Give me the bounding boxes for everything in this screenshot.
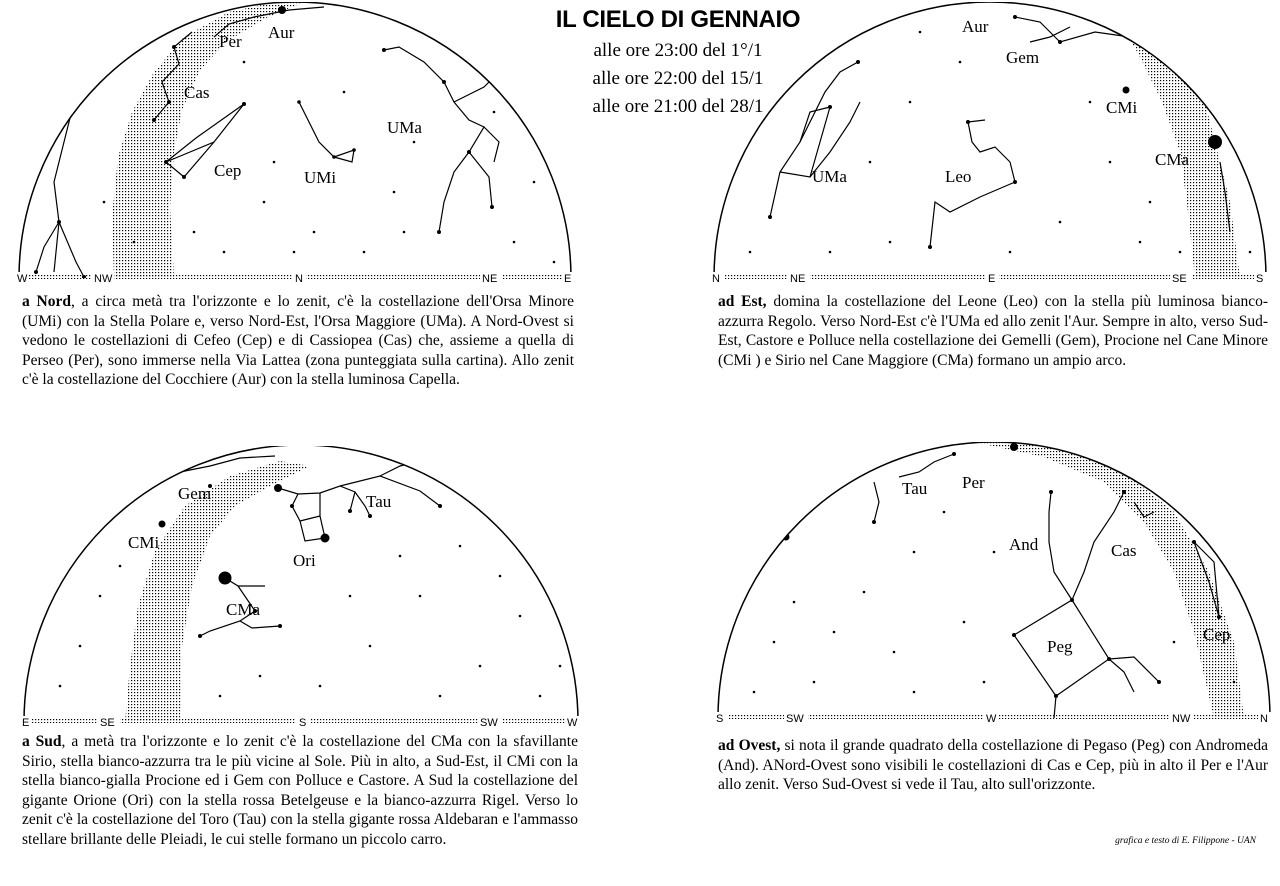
dir-s: S — [299, 717, 307, 728]
west-description — [718, 736, 1268, 795]
label-ori: Ori — [293, 551, 316, 570]
dir-w: W — [567, 717, 578, 728]
dir-s: S — [716, 713, 724, 725]
west-lead: ad Ovest, — [718, 737, 781, 754]
label-uma: UMa — [812, 167, 847, 186]
label-gem: Gem — [178, 484, 212, 503]
dir-s: S — [1256, 273, 1264, 285]
label-umi: UMi — [304, 168, 337, 187]
milky-way — [112, 2, 304, 278]
label-aur: Aur — [962, 17, 989, 36]
west-sky-chart — [714, 442, 1274, 726]
west-sky-svg — [714, 442, 1274, 726]
dir-se: SE — [1172, 273, 1187, 285]
label-cep: Cep — [1203, 625, 1231, 644]
label-aur: Aur — [268, 23, 295, 42]
dir-se: SE — [100, 717, 115, 728]
time-line-2: alle ore 22:00 del 15/1 — [592, 68, 764, 89]
south-text: , a metà tra l'orizzonte e lo zenit c'è la costellazione del CMa con la sfavillante Sirio, stella bianco-azzurra tra le più vicine al Sole. Più in alto, a Sud-Est, il CMi con la stella bianco-gialla Procione ed i Gem con Polluce e Castore. A Sud la costellazione del gigante Orione (Ori) con la stella rossa Betelgeuse e la bianco-azzurra Rigel. Verso lo zenit c'è la costellazione del Toro (Tau) con la stella gigante rossa Aldebaran e l'ammasso stellare brillante delle Pleiadi, le cui stelle formano un piccolo carro. — [22, 733, 578, 848]
label-tau: Tau — [902, 479, 928, 498]
east-sky-chart — [710, 2, 1270, 286]
credit: grafica e testo di E. Filippone - UAN — [1115, 836, 1256, 846]
dir-w: W — [17, 273, 28, 285]
dir-sw: SW — [786, 713, 804, 725]
page-title: IL CIELO DI GENNAIO — [555, 6, 801, 33]
label-peg: Peg — [1047, 637, 1073, 656]
south-lead: a Sud — [22, 733, 62, 750]
north-sky-svg — [14, 2, 576, 286]
dir-w: W — [986, 713, 997, 725]
milky-way — [125, 461, 310, 722]
dir-ne: NE — [482, 273, 498, 285]
dir-nw: NW — [1172, 713, 1191, 725]
label-tau: Tau — [366, 492, 392, 511]
dir-nw: NW — [94, 273, 113, 285]
east-text: domina la costellazione del Leone (Leo) con la stella più luminosa bianco-azzurra Regolo. Verso Nord-Est c'è l'UMa ed allo zenit l'Aur. Sempre in alto, verso Sud-Est, Castore e Polluce nella costellazione dei Gemelli (Gem), Procione nel Cane Minore (CMi ) e Sirio nel Cane Maggiore (CMa) formano un ampio arco. — [718, 293, 1268, 369]
label-cep: Cep — [214, 161, 242, 180]
north-description — [22, 292, 574, 390]
south-sky-svg — [20, 446, 582, 728]
north-text: , a circa metà tra l'orizzonte e lo zenit, c'è la costellazione dell'Orsa Minore (UMi) con la Stella Polare e, verso Nord-Est, l'Orsa Maggiore (UMa). A Nord-Ovest si vedono le costellazioni di Cefeo (Cep) e di Cassiopea (Cas) che, assieme a quella di Perseo (Per), sono immerse nella Via Lattea (zona punteggiata sulla cartina). Allo zenit c'è la costellazione del Cocchiere (Aur) con la stella luminosa Capella. — [22, 293, 574, 388]
label-cmi: CMi — [1106, 98, 1138, 117]
dir-sw: SW — [480, 717, 498, 728]
label-leo: Leo — [945, 167, 972, 186]
label-cas: Cas — [1111, 541, 1137, 560]
north-sky-chart — [14, 2, 576, 286]
south-description — [22, 732, 578, 849]
time-line-1: alle ore 23:00 del 1°/1 — [593, 40, 763, 61]
dir-e: E — [564, 273, 572, 285]
north-lead: a Nord — [22, 293, 71, 310]
label-per: Per — [219, 32, 242, 51]
west-text: si nota il grande quadrato della costellazione di Pegaso (Peg) con Andromeda (And). ANord-Ovest sono visibili le costellazioni di Cas e Cep, più in alto il Per e l'Aur allo zenit. Verso Sud-Ovest si vede il Tau, alto sull'orizzonte. — [718, 737, 1268, 793]
milky-way — [974, 442, 1244, 718]
label-uma: UMa — [387, 118, 422, 137]
label-cmi: CMi — [128, 533, 160, 552]
label-cas: Cas — [184, 83, 210, 102]
dir-n: N — [295, 273, 303, 285]
label-per: Per — [962, 473, 985, 492]
label-gem: Gem — [1006, 48, 1040, 67]
south-sky-chart — [20, 446, 582, 728]
east-sky-svg — [710, 2, 1270, 286]
dir-ne: NE — [790, 273, 806, 285]
east-description — [718, 292, 1268, 370]
dir-n: N — [712, 273, 720, 285]
dir-e: E — [988, 273, 996, 285]
label-and: And — [1009, 535, 1039, 554]
time-line-3: alle ore 21:00 del 28/1 — [592, 96, 764, 117]
dir-e: E — [22, 717, 30, 728]
dir-n: N — [1260, 713, 1268, 725]
east-lead: ad Est, — [718, 293, 767, 310]
label-cma: CMa — [1155, 150, 1189, 169]
label-cma: CMa — [226, 600, 260, 619]
